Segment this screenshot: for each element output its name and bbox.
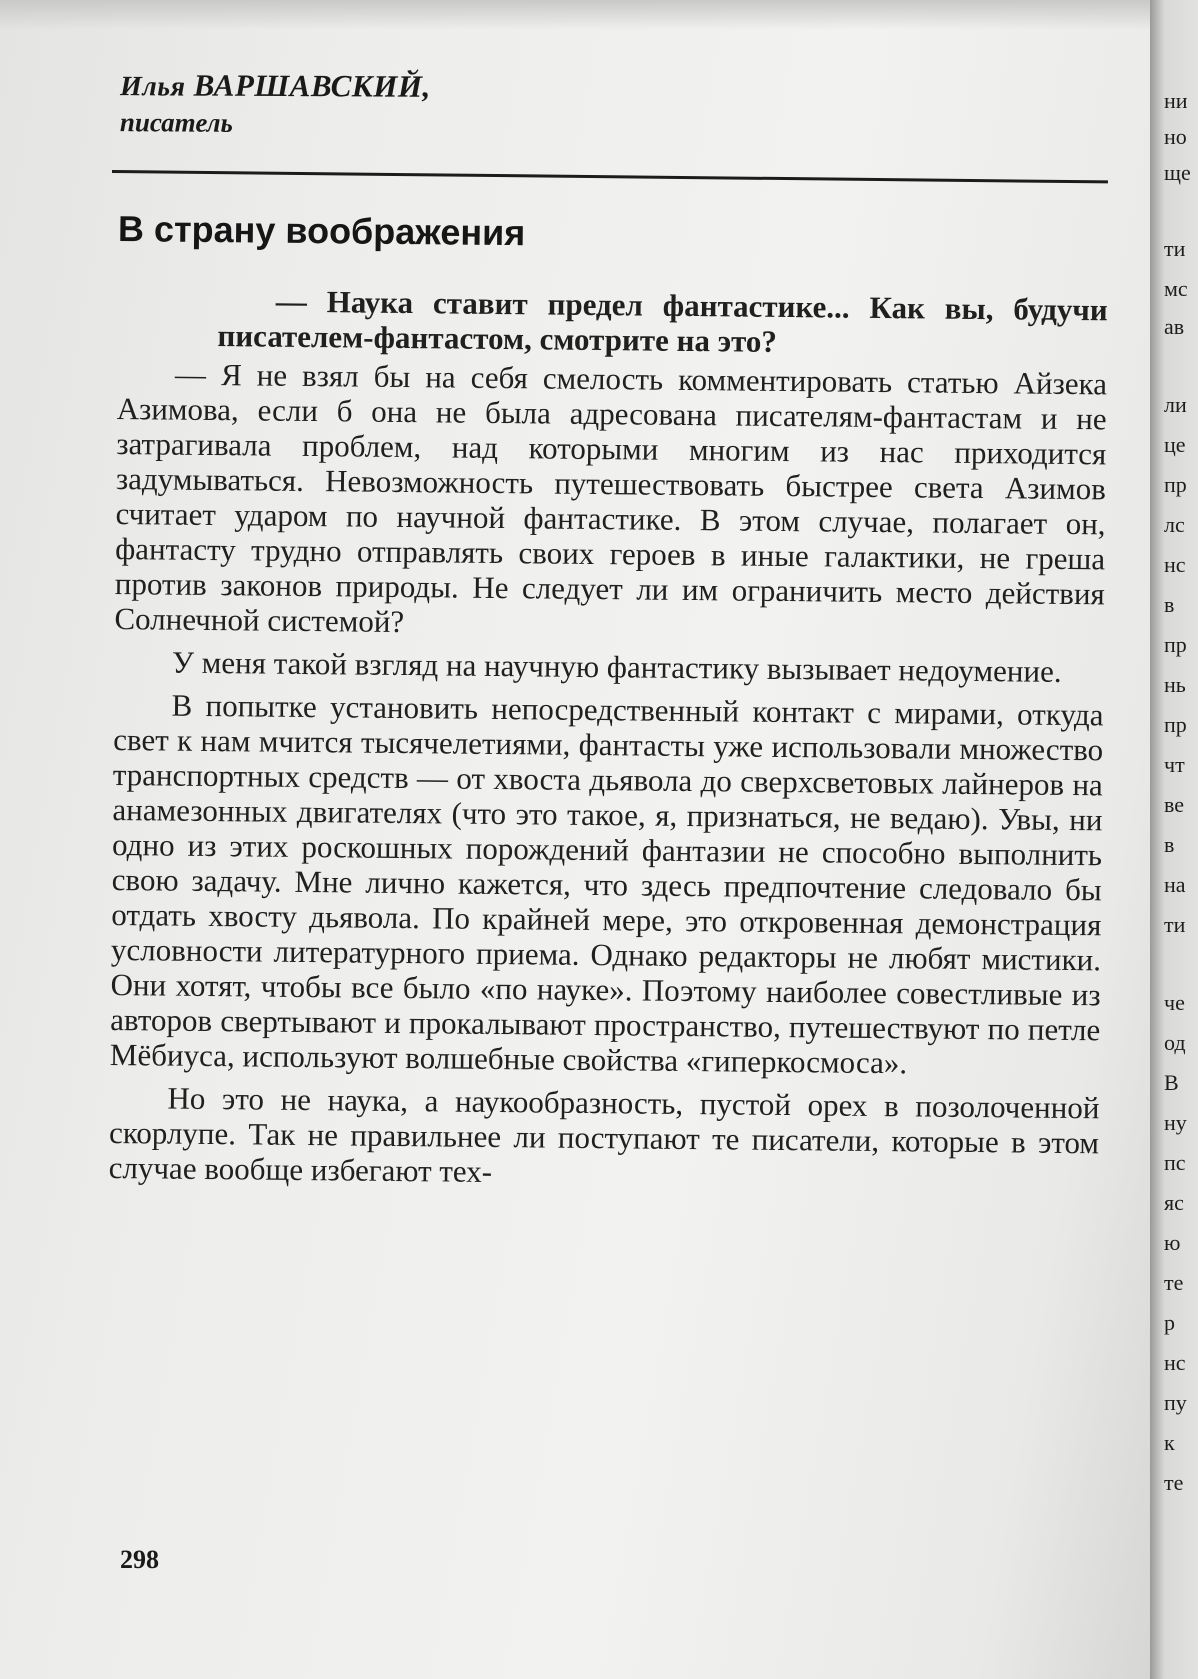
facing-page-fragment: ли bbox=[1164, 392, 1187, 417]
author-block bbox=[120, 67, 431, 140]
facing-page-fragment: пр bbox=[1164, 472, 1187, 497]
facing-page-fragment: мс bbox=[1164, 276, 1188, 301]
paragraph: Но это не наука, а наукообразность, пустой орех в позолоченной скорлупе. Так не правильнее ли поступают те писатели, которые в этом случае вообще избегают тех- bbox=[108, 1080, 1100, 1189]
facing-page-fragment: В bbox=[1164, 1070, 1179, 1095]
interview-question: — Наука ставит предел фантастике... Как вы, будучи писателем-фантастом, смотрите на это? bbox=[217, 283, 1108, 359]
facing-page-fragment: пр bbox=[1164, 712, 1187, 737]
article-body bbox=[108, 282, 1107, 1203]
facing-page-fragment: нс bbox=[1164, 1350, 1186, 1375]
facing-page-fragment: ну bbox=[1164, 1110, 1187, 1135]
facing-page-edge bbox=[1150, 0, 1198, 1679]
facing-page-fragment: ав bbox=[1164, 314, 1185, 339]
author-last-name: ВАРШАВСКИЙ, bbox=[193, 67, 431, 104]
paragraph: У меня такой взгляд на научную фантастику вызывает недоумение. bbox=[171, 644, 1062, 689]
facing-page-fragment: яс bbox=[1164, 1190, 1184, 1215]
facing-page-fragment: на bbox=[1164, 872, 1186, 897]
facing-page-fragment: ще bbox=[1164, 160, 1191, 185]
author-role: писатель bbox=[119, 107, 233, 138]
author-name bbox=[120, 67, 431, 105]
facing-page-fragment: пр bbox=[1164, 632, 1187, 657]
facing-page-fragment: пу bbox=[1164, 1390, 1187, 1415]
facing-page-fragment: нс bbox=[1164, 552, 1186, 577]
facing-page-fragment: ю bbox=[1164, 1230, 1181, 1255]
facing-page-fragment: но bbox=[1164, 124, 1187, 149]
facing-page-fragment: ти bbox=[1164, 912, 1186, 937]
facing-page-fragment: в bbox=[1164, 592, 1175, 617]
facing-page-fragment: лс bbox=[1164, 512, 1185, 537]
facing-page-fragment: в bbox=[1164, 832, 1175, 857]
facing-page-fragment: че bbox=[1164, 990, 1185, 1015]
paragraph: — Я не взял бы на себя смелость комментировать статью Айзека Азимова, если б она не была адресована писателям-фантастам и не затрагивала проблем, над которыми многим из нас приходится задумываться. Невозможность путешествовать быстрее света Азимов считает ударом по научной фантастике. В этом случае, полагает он, фантасту трудно отправлять своих героев в иные галактики, не греша против законов природы. Не следует ли им ограничить место действия Солнечной системой? bbox=[114, 356, 1108, 640]
facing-page-fragment: те bbox=[1164, 1470, 1184, 1495]
header-divider bbox=[112, 170, 1108, 183]
facing-page-fragment: ти bbox=[1164, 236, 1186, 261]
paragraph: В попытке установить непосредственный контакт с мирами, откуда свет к нам мчится тысячелетиями, фантасты уже использовали множество транспортных средств — от хвоста дьявола до сверхсветовых лайнеров на анамезонных двигателях (что это такое, я, признаться, не ведаю). Увы, ни одно из этих роскошных порождений фантазии не способно выполнить свою задачу. Мне лично кажется, что здесь предпочтение следовало бы отдать хвосту дьявола. По крайней мере, это откровенная демонстрация условности литературного приема. Однако редакторы не любят мистики. Они хотят, чтобы все было «по науке». Поэтому наиболее совестливые из авторов свертывают и прокалывают пространство, путешествуют по петле Мёбиуса, используют волшебные свойства «гиперкосмоса». bbox=[109, 687, 1104, 1081]
facing-page-fragment: те bbox=[1164, 1270, 1184, 1295]
article-title: В страну воображения bbox=[117, 208, 526, 254]
facing-page-fragment: ни bbox=[1164, 88, 1188, 113]
facing-page-fragment: це bbox=[1164, 432, 1186, 457]
author-first-name: Илья bbox=[120, 71, 186, 103]
facing-page-fragment: пс bbox=[1164, 1150, 1186, 1175]
facing-page-fragment: чт bbox=[1164, 752, 1185, 777]
page-number: 298 bbox=[120, 1545, 159, 1574]
facing-page-fragment: нь bbox=[1164, 672, 1186, 697]
facing-page-fragment: к bbox=[1164, 1430, 1175, 1455]
facing-page-fragment: ве bbox=[1164, 792, 1185, 817]
facing-page-fragment: р bbox=[1164, 1310, 1175, 1335]
facing-page-fragment: од bbox=[1164, 1030, 1186, 1055]
